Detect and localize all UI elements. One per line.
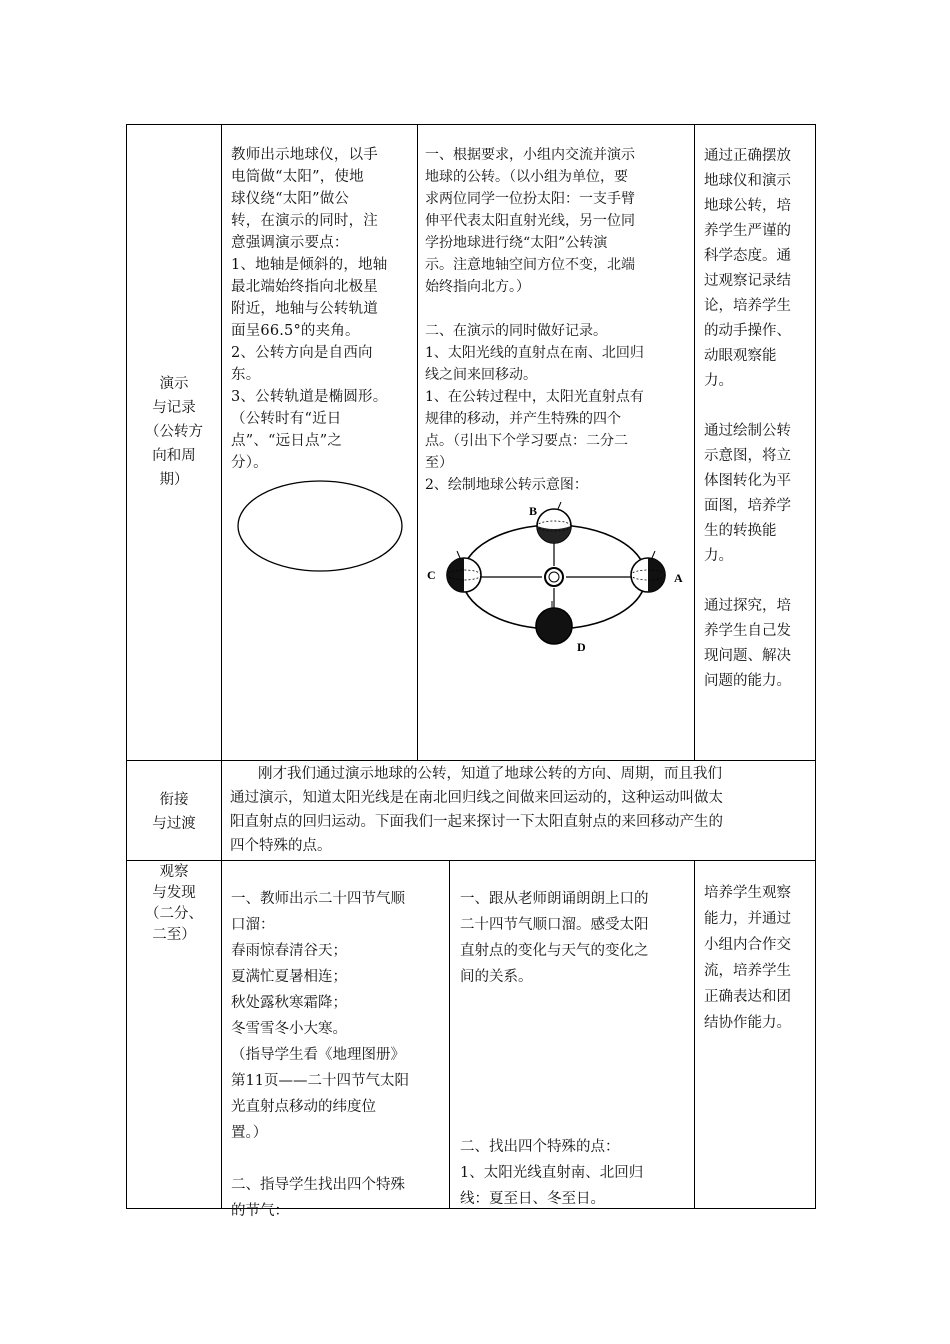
text-line: 间的关系。 xyxy=(460,969,533,985)
teacher-activity-observe xyxy=(231,886,443,1224)
text-line: 意强调演示要点： xyxy=(231,235,349,251)
sun-icon xyxy=(545,568,563,586)
table-row-divider xyxy=(126,760,816,761)
table-column-divider xyxy=(221,124,222,1209)
table-column-divider xyxy=(449,860,450,1209)
student-activity-observe xyxy=(460,886,690,990)
text-line: 1、太阳光线直射南、北回归 xyxy=(460,1165,644,1181)
text-line: 通过绘制公转 xyxy=(704,423,791,439)
text-line: 光直射点移动的纬度位 xyxy=(231,1099,376,1115)
label-line: 与记录 xyxy=(152,400,196,416)
text-line: 第11页——二十四节气太阳 xyxy=(231,1073,409,1089)
text-line: 力。 xyxy=(704,548,733,564)
text-line: 论，培养学生 xyxy=(704,298,791,314)
text-line: 分）。 xyxy=(231,455,268,471)
table-border-top xyxy=(126,124,816,125)
text-line: 正确表达和团 xyxy=(704,989,791,1005)
text-line: 二、找出四个特殊的点： xyxy=(460,1139,620,1155)
text-line: 伸平代表太阳直射光线，另一位同 xyxy=(425,213,635,229)
label-line: 演示 xyxy=(159,376,189,392)
text-line: 通过演示，知道太阳光线是在南北回归线之间做来回运动的，这种运动叫做太 xyxy=(230,790,723,806)
text-line: 动眼观察能 xyxy=(704,348,777,364)
text-line: 二十四节气顺口溜。感受太阳 xyxy=(460,917,649,933)
text-line: 四个特殊的点。 xyxy=(230,838,332,854)
text-line: 科学态度。通 xyxy=(704,248,791,264)
text-line: 的动手操作、 xyxy=(704,323,791,339)
text-line: 3、公转轨道是椭圆形。 xyxy=(231,389,388,405)
label-line: 观察 xyxy=(159,864,189,880)
text-line: 养学生严谨的 xyxy=(704,223,791,239)
text-line: 养学生自己发 xyxy=(704,623,791,639)
earth-globe-d xyxy=(536,601,572,644)
text-line: 转，在演示的同时，注 xyxy=(231,213,378,229)
row-label-demo xyxy=(128,372,220,492)
text-line: 的节气： xyxy=(231,1203,289,1219)
text-line: 学扮地球进行绕“太阳”公转演 xyxy=(425,235,608,251)
text-line: 示意图，将立 xyxy=(704,448,791,464)
text-line: 通过正确摆放 xyxy=(704,148,791,164)
table-column-divider xyxy=(694,860,695,1209)
text-line: 直射点的变化与天气的变化之 xyxy=(460,943,649,959)
text-line: 口溜： xyxy=(231,917,275,933)
text-line: 阳直射点的回归运动。下面我们一起来探讨一下太阳直射点的来回移动产生的 xyxy=(230,814,723,830)
text-line: 1、地轴是倾斜的，地轴 xyxy=(231,257,388,273)
diagram-label-a: A xyxy=(674,571,683,585)
earth-globe-a xyxy=(631,551,665,592)
diagram-label-c: C xyxy=(427,568,436,582)
label-line: 衔接 xyxy=(159,792,189,808)
text-line: 2、绘制地球公转示意图： xyxy=(425,477,588,493)
table-border-right xyxy=(815,124,816,1209)
table-row-divider xyxy=(126,860,816,861)
text-line: 结协作能力。 xyxy=(704,1015,791,1031)
label-line: 与发现 xyxy=(152,885,196,901)
row-label-transition xyxy=(128,788,220,836)
text-line: 线：夏至日、冬至日。 xyxy=(460,1191,605,1207)
table-border-left xyxy=(126,124,127,1209)
text-line: 东。 xyxy=(231,367,261,383)
text-line: 始终指向北方。） xyxy=(425,279,530,295)
text-line: 刚才我们通过演示地球的公转，知道了地球公转的方向、周期，而且我们 xyxy=(258,766,722,782)
label-line: 向和周 xyxy=(152,448,196,464)
text-line: 点。（引出下个学习要点：二分二 xyxy=(425,433,628,449)
text-line: 电筒做“太阳”，使地 xyxy=(231,169,364,185)
text-line: 地球的公转。（以小组为单位，要 xyxy=(425,169,628,185)
design-intent-demo xyxy=(704,144,810,694)
text-line: 冬雪雪冬小大寒。 xyxy=(231,1021,347,1037)
text-line: 能力，并通过 xyxy=(704,911,791,927)
text-line: 二、指导学生找出四个特殊 xyxy=(231,1177,405,1193)
text-line: 点”、“远日点”之 xyxy=(231,433,343,449)
teacher-activity-demo xyxy=(231,144,411,474)
transition-paragraph xyxy=(230,762,810,858)
student-activity-observe-part2 xyxy=(460,1134,690,1212)
text-line: 二、在演示的同时做好记录。 xyxy=(425,323,607,339)
text-line: 地球仪和演示 xyxy=(704,173,791,189)
label-line: 期） xyxy=(159,472,189,488)
student-activity-demo xyxy=(425,144,691,496)
text-line: 面图，培养学 xyxy=(704,498,791,514)
text-line: （公转时有“近日 xyxy=(231,411,342,427)
text-line: 2、公转方向是自西向 xyxy=(231,345,373,361)
earth-revolution-diagram xyxy=(424,498,688,658)
diagram-label-d: D xyxy=(577,640,586,654)
label-line: （二分、 xyxy=(145,906,203,922)
text-line: 球仪绕“太阳”做公 xyxy=(231,191,350,207)
text-line: 最北端始终指向北极星 xyxy=(231,279,378,295)
text-line: 附近，地轴与公转轨道 xyxy=(231,301,378,317)
text-line: 地球公转，培 xyxy=(704,198,791,214)
text-line: 现问题、解决 xyxy=(704,648,791,664)
design-intent-observe xyxy=(704,880,812,1036)
text-line: 至） xyxy=(425,455,453,471)
row-label-observe xyxy=(128,862,220,946)
text-line: 规律的移动，并产生特殊的四个 xyxy=(425,411,621,427)
text-line: 1、太阳光线的直射点在南、北回归 xyxy=(425,345,644,361)
text-line: 流，培养学生 xyxy=(704,963,791,979)
label-line: 与过渡 xyxy=(152,816,196,832)
text-line: 置。） xyxy=(231,1125,268,1141)
label-line: （公转方 xyxy=(145,424,203,440)
text-line: 力。 xyxy=(704,373,733,389)
text-line: 线之间来回移动。 xyxy=(425,367,537,383)
text-line: 一、跟从老师朗诵朗朗上口的 xyxy=(460,891,649,907)
text-line: 面呈66.5°的夹角。 xyxy=(231,323,360,339)
text-line: （指导学生看《地理图册》 xyxy=(231,1047,405,1063)
text-line: 生的转换能 xyxy=(704,523,777,539)
label-line: 二至） xyxy=(152,927,196,943)
text-line: 秋处露秋寒霜降； xyxy=(231,995,347,1011)
text-line: 体图转化为平 xyxy=(704,473,791,489)
text-line: 培养学生观察 xyxy=(704,885,791,901)
text-line: 小组内合作交 xyxy=(704,937,791,953)
text-line: 问题的能力。 xyxy=(704,673,791,689)
earth-globe-c xyxy=(447,551,481,592)
text-line: 求两位同学一位扮太阳：一支手臂 xyxy=(425,191,635,207)
table-column-divider xyxy=(417,124,418,760)
text-line: 夏满忙夏暑相连； xyxy=(231,969,347,985)
orbit-ellipse-drawing xyxy=(234,476,406,576)
text-line: 一、根据要求，小组内交流并演示 xyxy=(425,147,635,163)
text-line: 教师出示地球仪，以手 xyxy=(231,147,378,163)
text-line: 通过探究，培 xyxy=(704,598,791,614)
earth-globe-b xyxy=(537,502,571,543)
text-line: 过观察记录结 xyxy=(704,273,791,289)
diagram-label-b: B xyxy=(529,504,538,518)
text-line: 示。注意地轴空间方位不变，北端 xyxy=(425,257,635,273)
text-line: 春雨惊春清谷天； xyxy=(231,943,347,959)
table-column-divider xyxy=(694,124,695,760)
text-line: 一、教师出示二十四节气顺 xyxy=(231,891,405,907)
text-line: 1、在公转过程中，太阳光直射点有 xyxy=(425,389,644,405)
